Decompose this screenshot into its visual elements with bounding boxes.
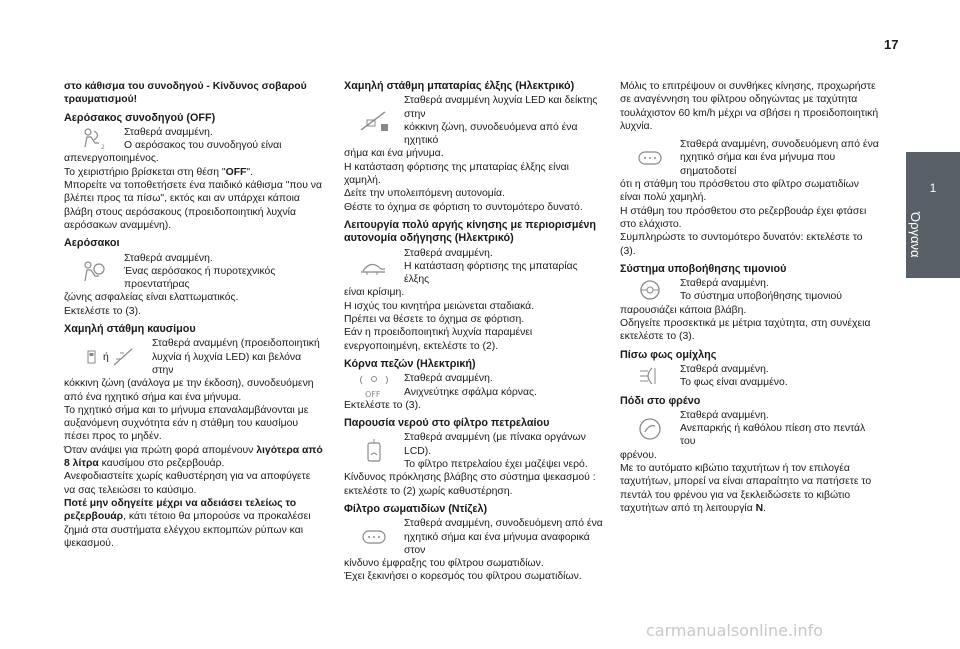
section-horn: [344, 358, 604, 412]
section-title: Πόδι στο φρένο: [620, 394, 701, 407]
paragraph: Ποτέ μην οδηγείτε μέχρι να αδειάσει τελείως το ρεζερβουάρ, κάτι τέτοιο θα μπορούσε να προκαλέσει ζημιά στα συστήματα ελέγχου εκπομπών ρύπων και ψεκασμού.: [64, 497, 311, 549]
paragraph: σήμα και ένα μήνυμα.: [344, 148, 444, 160]
rear-fog-light-icon: [620, 363, 680, 390]
section-power-steering: [620, 263, 880, 344]
line: Σταθερά αναμμένη.: [680, 278, 769, 290]
paragraph: Η ισχύς του κινητήρα μειώνεται σταδιακά.: [344, 300, 535, 312]
section-title: Χαμηλή στάθμη μπαταρίας έλξης (Ηλεκτρικό): [344, 80, 575, 92]
section-water-in-filter: [344, 417, 604, 498]
pedestrian-horn-off-icon: [344, 372, 404, 399]
section-title: Λειτουργία πολύ αργής κίνησης με περιορισμένη αυτονομία οδήγησης (Ηλεκτρικό): [344, 218, 597, 245]
line: Ένας αερόσακος ή πυροτεχνικός προεντατήρας: [124, 265, 276, 291]
paragraph: φρένου.: [620, 449, 657, 461]
paragraph: Συμπληρώστε το συντομότερο δυνατόν: εκτελέστε το (3).: [620, 232, 863, 257]
line: Σταθερά αναμμένη.: [124, 126, 213, 138]
line: Σταθερά αναμμένη.: [124, 252, 213, 264]
section-title: Κόρνα πεζών (Ηλεκτρική): [344, 357, 476, 370]
chapter-tab[interactable]: [906, 152, 960, 278]
line: Σταθερά αναμμένη (με πίνακα οργάνων LCD).: [404, 432, 586, 457]
paragraph: Έχει ξεκινήσει ο κορεσμός του φίλτρου σωματιδίων.: [344, 571, 582, 583]
intro-warning: στο κάθισμα του συνοδηγού - Κίνδυνος σοβαρού τραυματισμού!: [64, 81, 307, 106]
line: Σταθερά αναμμένη.: [680, 409, 769, 421]
battery-gauge-icon: [344, 94, 404, 147]
fuel-icons: [64, 337, 152, 377]
paragraph: Δείτε την υπολειπόμενη αυτονομία.: [344, 188, 505, 200]
line: Σταθερά αναμμένη, συνοδευόμενη από ένα: [404, 518, 603, 530]
chapter-number: 1: [929, 181, 937, 195]
section-dpf: [344, 503, 604, 584]
chapter-title: Όργανα: [908, 212, 923, 258]
fuel-filter-water-icon: [344, 431, 404, 471]
paragraph: Κίνδυνος πρόκλησης βλάβης στο σύστημα ψεκασμού : εκτελέστε το (2) χωρίς καθυστέρηση.: [344, 472, 596, 497]
particle-filter-icon: [344, 517, 404, 557]
paragraph: Εκτελέστε το (3).: [344, 399, 421, 411]
paragraph: Πρέπει να θέσετε το όχημα σε φόρτιση.: [344, 314, 525, 326]
line: Σταθερά αναμμένη λυχνία LED και δείκτης στην: [404, 95, 598, 120]
paragraph: Με το αυτόματο κιβώτιο ταχυτήτων ή τον επιλογέα ταχυτήτων, μπορεί να είναι απαραίτητο να πατήσετε το πεντάλ του φρένου για να ξεκλειδώσετε το κιβώτιο ταχυτήτων από τη λειτουργία N.: [620, 463, 872, 514]
column-1: [64, 80, 324, 555]
line: Το σύστημα υποβοήθησης τιμονιού: [680, 291, 842, 303]
section-title: Χαμηλή στάθμη καυσίμου: [64, 323, 196, 336]
paragraph: Ανεφοδιαστείτε χωρίς καθυστέρηση για να αποφύγετε να σας τελειώσει το καύσιμο.: [64, 471, 311, 496]
paragraph: κόκκινη ζώνη (ανάλογα με την έκδοση), συνοδευόμενη από ένα ηχητικό σήμα και ένα μήνυμα.: [64, 378, 314, 403]
line: κόκκινη ζώνη, συνοδευόμενα από ένα ηχητικό: [404, 121, 578, 147]
section-title: Αερόσακος συνοδηγού (OFF): [64, 111, 216, 124]
paragraph: ζώνης ασφαλείας είναι ελαττωματικός.: [64, 292, 239, 304]
section-title: Αερόσακοι: [64, 237, 120, 250]
line: ηχητικό σήμα και ένα μήνυμα αναφορικά στον: [404, 531, 590, 556]
airbag-icon: [64, 252, 124, 292]
fuel-led-icon: [112, 345, 134, 369]
section-title: Πίσω φως ομίχλης: [620, 348, 717, 361]
section-airbag-off: [64, 112, 324, 233]
section-rear-fog: [620, 349, 880, 390]
passenger-airbag-off-icon: [64, 126, 124, 153]
paragraph: ότι η στάθμη του πρόσθετου στο φίλτρο σωματιδίων είναι πολύ χαμηλή.: [620, 179, 859, 204]
section-foot-brake: [620, 395, 880, 516]
section-dpf-additive: [620, 138, 880, 258]
column-3: [620, 80, 880, 520]
paragraph: Το ηχητικό σήμα και το μήνυμα επαναλαμβάνονται με αυξανόμενη συχνότητα εάν η στάθμη του καυσίμου πέσει προς το μηδέν.: [64, 404, 309, 443]
section-battery-low: [344, 80, 604, 214]
section-title: Φίλτρο σωματιδίων (Ντίζελ): [344, 502, 488, 515]
section-title: Σύστημα υποβοήθησης τιμονιού: [620, 262, 787, 275]
line: Η κατάσταση φόρτισης της μπαταρίας έλξης: [404, 260, 578, 286]
line: Το φως είναι αναμμένο.: [680, 377, 788, 389]
paragraph: Το χειριστήριο βρίσκεται στη θέση "OFF".: [64, 166, 253, 178]
column-2: [344, 80, 604, 589]
paragraph: Θέστε το όχημα σε φόρτιση το συντομότερο δυνατό.: [344, 201, 583, 213]
line: Ανεπαρκής ή καθόλου πίεση στο πεντάλ του: [680, 423, 866, 448]
particle-filter-icon: [620, 138, 680, 178]
paragraph: Εάν η προειδοποιητική λυχνία παραμένει ενεργοποιημένη, εκτελέστε το (2).: [344, 327, 533, 352]
foot-on-brake-icon: [620, 409, 680, 449]
paragraph: Μπορείτε να τοποθετήσετε ένα παιδικό κάθισμα "που να βλέπει προς τα πίσω", εκτός και αν υπάρχει κάποια βλάβη στους αερόσακους (προειδοποιητική λυχνία αερόσακων αναμμένη).: [64, 180, 322, 231]
steering-wheel-icon: [620, 277, 680, 304]
line: Ο αερόσακος του συνοδηγού είναι: [124, 140, 282, 152]
page-number: 17: [884, 37, 899, 52]
watermark: carmanualsonline.info: [646, 621, 824, 640]
section-limited-range: [344, 219, 604, 353]
section-low-fuel: [64, 323, 324, 550]
or-text: ή: [103, 351, 109, 363]
paragraph: Εκτελέστε το (3).: [64, 305, 141, 317]
paragraph: απενεργοποιημένος.: [64, 153, 159, 165]
line: Σταθερά αναμμένη.: [404, 373, 493, 385]
svg-text:2: 2: [101, 144, 105, 152]
line: Ανιχνεύτηκε σφάλμα κόρνας.: [404, 386, 537, 398]
line: Σταθερά αναμμένη (προειδοποιητική: [152, 338, 320, 350]
paragraph: κίνδυνο έμφραξης του φίλτρου σωματιδίων.: [344, 558, 544, 570]
line: Σταθερά αναμμένη, συνοδευόμενη από ένα: [680, 139, 879, 151]
line: Το φίλτρο πετρελαίου έχει μαζέψει νερό.: [404, 459, 588, 471]
paragraph: παρουσιάζει κάποια βλάβη.: [620, 304, 747, 316]
line: Σταθερά αναμμένη.: [680, 363, 769, 375]
paragraph: Η στάθμη του πρόσθετου στο ρεζερβουάρ έχει φτάσει στο ελάχιστο.: [620, 205, 867, 230]
paragraph: Μόλις το επιτρέψουν οι συνθήκες κίνησης, προχωρήστε σε αναγέννηση του φίλτρου οδηγώντας με ταχύτητα τουλάχιστον 60 km/h μέχρι να σβήσει η προειδοποιητική λυχνία.: [620, 81, 879, 132]
paragraph: Οδηγείτε προσεκτικά με μέτρια ταχύτητα, στη συνέχεια εκτελέστε το (3).: [620, 318, 871, 343]
line: ηχητικό σήμα και ένα μήνυμα που σηματοδοτεί: [680, 152, 836, 177]
svg-text:OFF: OFF: [365, 389, 381, 399]
line: Σταθερά αναμμένη.: [404, 247, 493, 259]
paragraph: είναι κρίσιμη.: [344, 287, 405, 299]
turtle-icon: [344, 247, 404, 287]
line: λυχνία ή λυχνία LED) και βελόνα στην: [152, 351, 302, 376]
section-title: Παρουσία νερού στο φίλτρο πετρελαίου: [344, 417, 550, 430]
paragraph: Η κατάσταση φόρτισης της μπαταρίας έλξης είναι χαμηλή.: [344, 161, 569, 187]
section-airbags: [64, 237, 324, 318]
fuel-pump-icon: [86, 345, 100, 369]
paragraph: Όταν ανάψει για πρώτη φορά απομένουν λιγότερα από 8 λίτρα καυσίμου στο ρεζερβουάρ.: [64, 444, 323, 470]
